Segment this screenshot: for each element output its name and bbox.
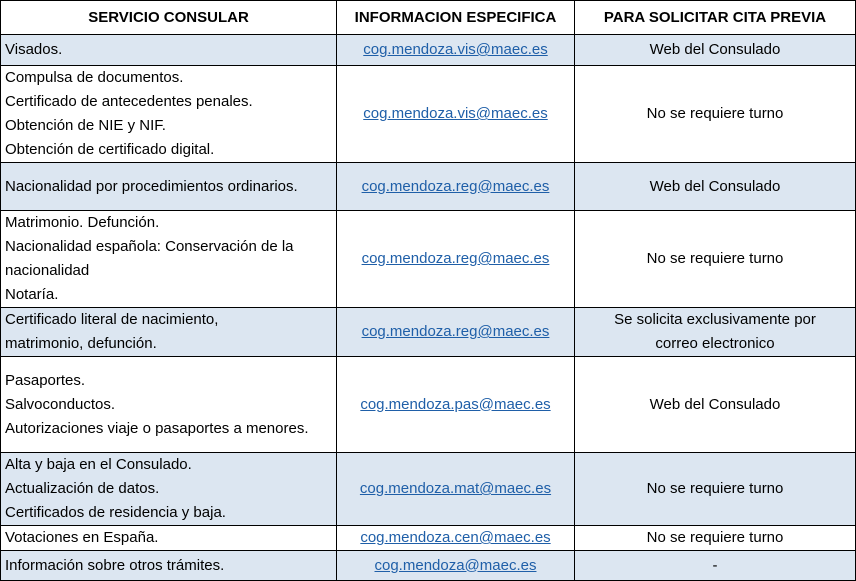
header-row [1, 1, 856, 35]
servicio-line: Pasaportes. [5, 371, 86, 389]
cita-cell [575, 526, 856, 551]
servicio-line: Votaciones en España. [5, 529, 159, 546]
cita-cell [575, 35, 856, 66]
servicio-line: Certificados de residencia y baja. [5, 504, 226, 521]
email-link[interactable]: cog.mendoza.reg@maec.es [361, 323, 550, 340]
table-row [1, 211, 856, 308]
cita-line: Web del Consulado [649, 395, 781, 413]
header-cita: PARA SOLICITAR CITA PREVIA [575, 1, 856, 35]
email-cell [337, 35, 575, 66]
cita-cell [575, 357, 856, 453]
cita-line: correo electronico [655, 335, 775, 352]
cita-line: No se requiere turno [646, 250, 784, 267]
servicio-cell [1, 357, 337, 453]
table-row [1, 35, 856, 66]
cita-line: No se requiere turno [646, 480, 784, 497]
header-informacion: INFORMACION ESPECIFICA [337, 1, 575, 35]
email-link[interactable]: cog.mendoza.reg@maec.es [361, 177, 550, 195]
servicio-cell [1, 526, 337, 551]
servicio-line: Certificado literal de nacimiento, [5, 311, 219, 328]
cita-line: Se solicita exclusivamente por [614, 311, 816, 328]
cita-cell [575, 163, 856, 211]
cita-line: No se requiere turno [646, 529, 784, 546]
servicio-cell [1, 308, 337, 357]
servicio-cell [1, 35, 337, 66]
cita-line: Web del Consulado [649, 41, 781, 58]
servicio-cell [1, 211, 337, 308]
servicio-line: matrimonio, defunción. [5, 335, 157, 352]
table-row [1, 357, 856, 453]
servicio-cell [1, 66, 337, 163]
email-cell [337, 453, 575, 526]
servicio-line: Salvoconductos. [5, 395, 116, 413]
servicio-line: Nacionalidad española: Conservación de la nacionalidad [5, 238, 294, 279]
email-cell [337, 551, 575, 581]
email-cell [337, 526, 575, 551]
cita-cell [575, 453, 856, 526]
servicio-line: Actualización de datos. [5, 480, 160, 497]
servicio-line: Visados. [5, 41, 63, 58]
table-row [1, 551, 856, 581]
table-row [1, 453, 856, 526]
email-link[interactable]: cog.mendoza.pas@maec.es [360, 395, 551, 413]
cita-line: Web del Consulado [649, 177, 781, 195]
cita-line: - [712, 556, 718, 574]
servicio-line: Obtención de NIE y NIF. [5, 117, 166, 134]
email-link[interactable]: cog.mendoza.vis@maec.es [363, 105, 548, 122]
servicio-line: Autorizaciones viaje o pasaportes a menores. [5, 419, 309, 437]
email-cell [337, 357, 575, 453]
email-link[interactable]: cog.mendoza.mat@maec.es [359, 480, 552, 497]
email-link[interactable]: cog.mendoza.vis@maec.es [363, 41, 548, 58]
table-row [1, 66, 856, 163]
servicio-line: Notaría. [5, 286, 59, 303]
servicio-line: Obtención de certificado digital. [5, 141, 215, 158]
table-row [1, 308, 856, 357]
servicio-cell [1, 163, 337, 211]
servicio-line: Nacionalidad por procedimientos ordinarios. [5, 177, 298, 195]
email-cell [337, 163, 575, 211]
servicio-line: Certificado de antecedentes penales. [5, 93, 253, 110]
servicio-line: Alta y baja en el Consulado. [5, 456, 192, 473]
table-row [1, 526, 856, 551]
cita-cell [575, 66, 856, 163]
email-link[interactable]: cog.mendoza.reg@maec.es [361, 250, 550, 267]
header-servicio: SERVICIO CONSULAR [1, 1, 337, 35]
servicio-line: Información sobre otros trámites. [5, 556, 225, 574]
email-cell [337, 211, 575, 308]
email-cell [337, 66, 575, 163]
email-cell [337, 308, 575, 357]
email-link[interactable]: cog.mendoza.cen@maec.es [360, 529, 551, 546]
servicio-cell [1, 551, 337, 581]
cita-cell [575, 308, 856, 357]
cita-cell [575, 211, 856, 308]
cita-line: No se requiere turno [646, 105, 784, 122]
table-row [1, 163, 856, 211]
cita-cell [575, 551, 856, 581]
servicio-cell [1, 453, 337, 526]
email-link[interactable]: cog.mendoza@maec.es [374, 556, 537, 574]
servicio-line: Matrimonio. Defunción. [5, 214, 160, 231]
servicio-line: Compulsa de documentos. [5, 69, 184, 86]
